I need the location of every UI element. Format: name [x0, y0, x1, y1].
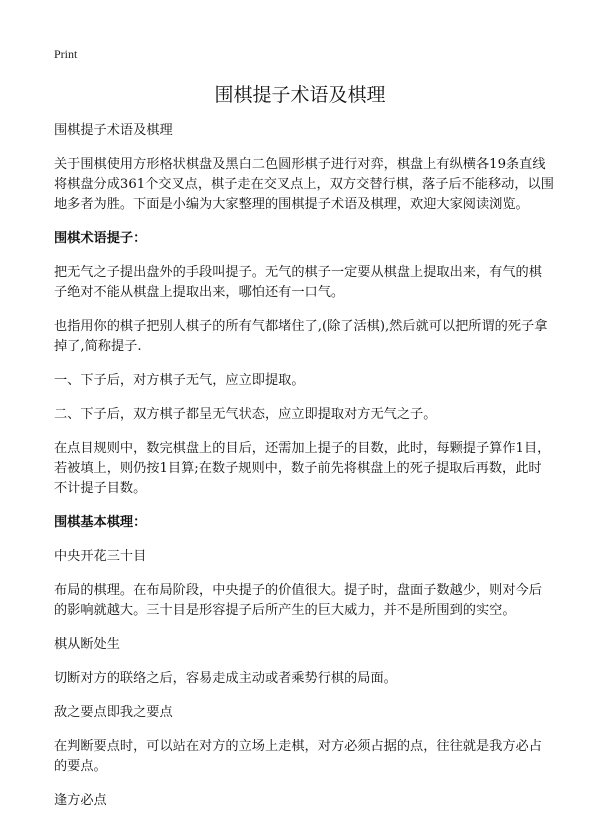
section-heading-terms: 围棋术语提子：	[54, 231, 147, 246]
article-body	[54, 121, 554, 825]
principle-title-square: 逢方必点	[54, 793, 107, 808]
principle-text-cut: 切断对方的联络之后，容易走成主动或者乘势行棋的局面。	[54, 671, 397, 686]
rule-item-2: 二、下子后，双方棋子都呈无气状态，应立即提取对方无气之子。	[54, 407, 437, 422]
intro-paragraph: 关于围棋使用方形格状棋盘及黑白二色圆形棋子进行对弈，棋盘上有纵横各19条直线将棋盘分成361个交叉点，棋子走在交叉点上，双方交替行棋，落子后不能移动，以围地多者为胜。下面是小编为大家整理的围棋提子术语及棋理，欢迎大家阅读浏览。	[54, 157, 554, 212]
principle-text-center: 布局的棋理。在布局阶段，中央提子的价值很大。提子时，盘面子数越少，则对今后的影响就越大。三十目是形容提子后所产生的巨大威力，并不是所围到的实空。	[54, 583, 542, 618]
principle-title-key-point: 敌之要点即我之要点	[54, 705, 173, 720]
paragraph-capture-definition: 把无气之子提出盘外的手段叫提子。无气的棋子一定要从棋盘上提取出来，有气的棋子绝对不能从棋盘上提取出来，哪怕还有一口气。	[54, 265, 542, 300]
principle-title-center: 中央开花三十目	[54, 549, 147, 564]
page-title: 围棋提子术语及棋理	[214, 84, 386, 106]
paragraph-scoring-rules: 在点目规则中，数完棋盘上的目后，还需加上提子的目数，此时，每颗提子算作1目，若被填上，则仍按1目算;在数子规则中，数子前先将棋盘上的死子提取后再数，此时不计提子目数。	[54, 441, 551, 496]
rule-item-1: 一、下子后，对方棋子无气，应立即提取。	[54, 373, 305, 388]
paragraph-capture-explanation: 也指用你的棋子把别人棋子的所有气都堵住了,(除了活棋),然后就可以把所谓的死子拿掉了,简称提子.	[54, 319, 548, 354]
principle-title-cut: 棋从断处生	[54, 637, 120, 652]
article-subtitle: 围棋提子术语及棋理	[54, 123, 173, 138]
principle-text-key-point: 在判断要点时，可以站在对方的立场上走棋，对方必须占据的点，往往就是我方必占的要点。	[54, 739, 542, 774]
section-heading-principles: 围棋基本棋理：	[54, 515, 147, 530]
print-link[interactable]: Print	[54, 47, 78, 61]
